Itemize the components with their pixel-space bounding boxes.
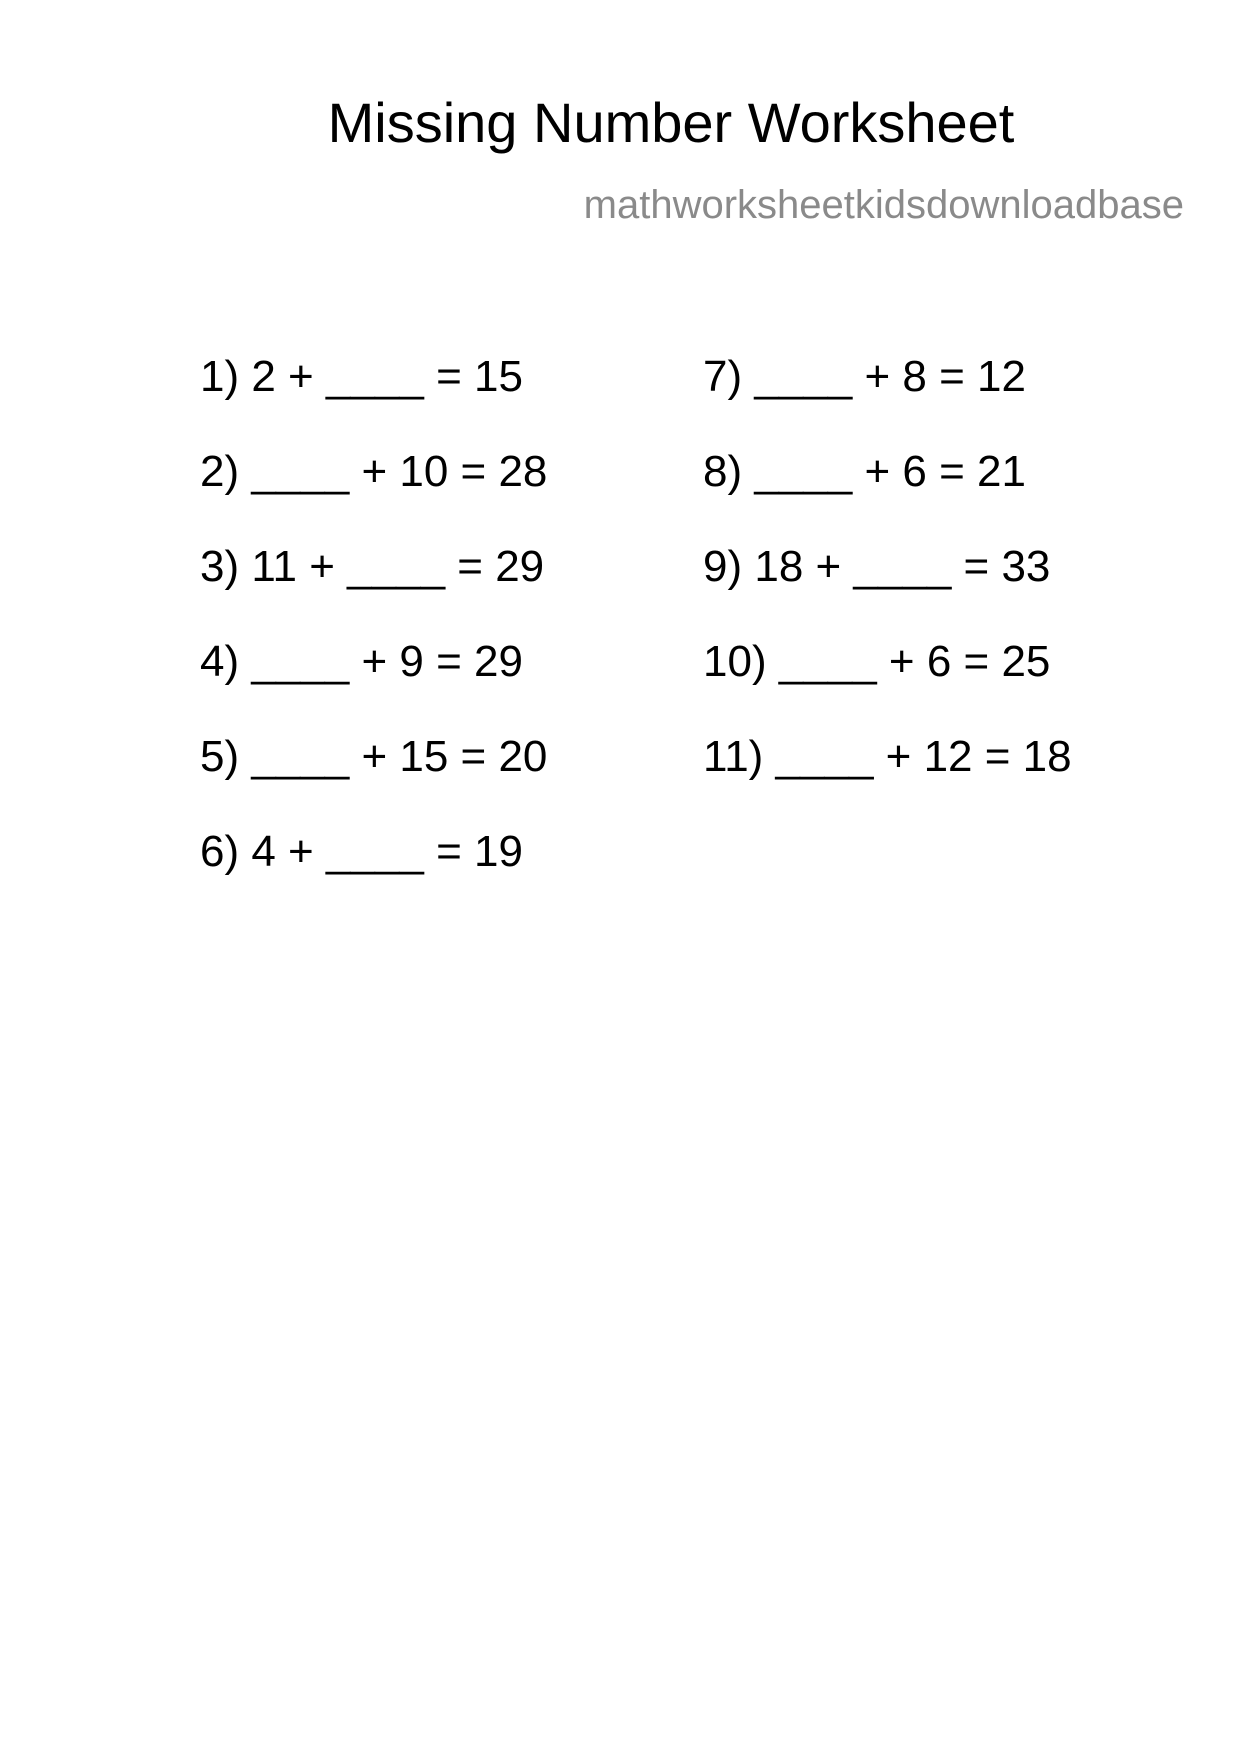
problem-6: 6) 4 + ____ = 19	[200, 827, 523, 876]
problem-10: 10) ____ + 6 = 25	[703, 637, 1051, 686]
problem-5: 5) ____ + 15 = 20	[200, 732, 548, 781]
problems-column-left	[200, 352, 548, 925]
worksheet-source: mathworksheetkidsdownloadbase	[583, 183, 1184, 227]
problem-4: 4) ____ + 9 = 29	[200, 637, 523, 686]
problem-2: 2) ____ + 10 = 28	[200, 447, 548, 496]
problem-8: 8) ____ + 6 = 21	[703, 447, 1026, 496]
problem-9: 9) 18 + ____ = 33	[703, 542, 1051, 591]
worksheet-title: Missing Number Worksheet	[327, 91, 1015, 154]
problem-3: 3) 11 + ____ = 29	[200, 542, 545, 591]
problem-1: 1) 2 + ____ = 15	[200, 352, 523, 401]
problems-column-right	[703, 352, 1072, 830]
problem-7: 7) ____ + 8 = 12	[703, 352, 1026, 401]
problem-11: 11) ____ + 12 = 18	[703, 732, 1072, 781]
